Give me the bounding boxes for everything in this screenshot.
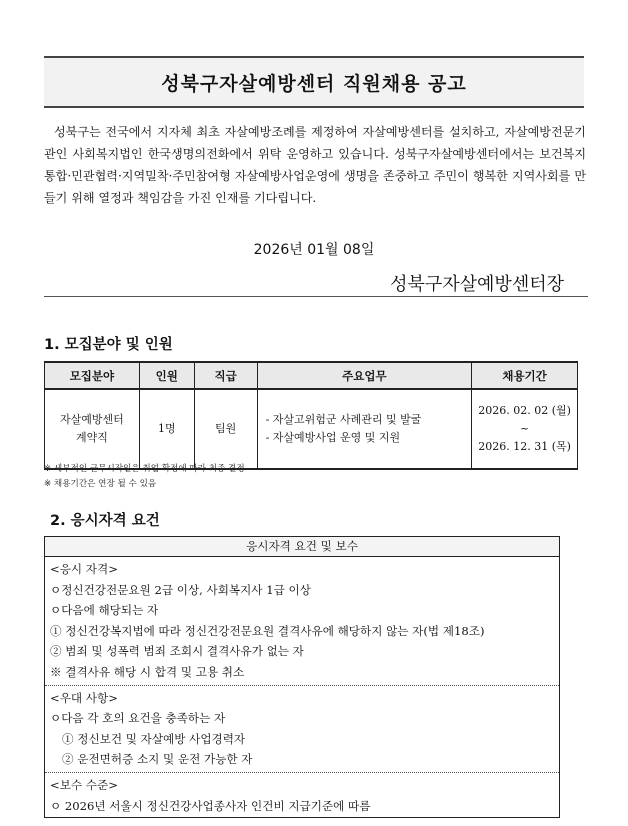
page-title: 성북구자살예방센터 직원채용 공고: [161, 72, 467, 95]
signer: 성북구자살예방센터장: [390, 274, 564, 295]
field-line: 자살예방센터: [60, 413, 124, 426]
section-heading-qualifications: 2. 응시자격 요건: [50, 513, 160, 529]
field-line: 계약직: [75, 431, 108, 444]
duties-cell: [257, 389, 472, 469]
intro-paragraph: 성북구는 전국에서 지자체 최초 자살예방조례를 제정하여 자살예방센터를 설치하고, 자살예방전문기관인 사회복지법인 한국생명의전화에서 위탁 운영하고 있습니다. 성북구자살예방센터에서는 보건복지통합·민관협력·지역밀착·주민참여형 자살예방사업운영에 생명을 존중하고 주민이 행복한 지역사회를 만들기 위해 열정과 책임감을 가진 인재를 기다립니다.: [44, 125, 586, 205]
salary-section: [45, 773, 559, 818]
column-header: 모집분야: [45, 362, 140, 389]
preference-label: <우대 사항>: [50, 690, 118, 705]
announcement-date: 2026년 01월 08일: [253, 242, 375, 258]
divider: [44, 296, 588, 297]
duty-line: - 자살예방사업 운영 및 지원: [265, 431, 401, 444]
salary-label: <보수 수준>: [50, 777, 118, 792]
preference-section: [45, 686, 559, 773]
eligibility-line: ㅇ정신건강전문요원 2급 이상, 사회복지사 1급 이상: [50, 582, 311, 597]
column-header: 인원: [139, 362, 194, 389]
table-header-row: [45, 362, 578, 389]
duty-line: - 자살고위험군 사례관리 및 발굴: [265, 413, 422, 426]
preference-line: ① 정신보건 및 자살예방 사업경력자: [62, 731, 246, 746]
rank-cell: 팀원: [194, 389, 257, 469]
eligibility-label: <응시 자격>: [50, 562, 118, 576]
note-line: ※ 채용기간은 연장 될 수 있음: [44, 479, 157, 489]
preference-line: ② 운전면허증 소지 및 운전 가능한 자: [62, 752, 253, 767]
qualification-box-title: 응시자격 요건 및 보수: [45, 537, 559, 557]
eligibility-section: [45, 557, 559, 686]
column-header: 주요업무: [257, 362, 472, 389]
period-separator: ~: [519, 422, 530, 435]
salary-line: ㅇ 2026년 서울시 정신건강사업종사자 인건비 지급기준에 따름: [50, 798, 371, 813]
section-heading-recruitment: 1. 모집분야 및 인원: [44, 337, 173, 353]
eligibility-line: ① 정신건강복지법에 따라 정신건강전문요원 결격사유에 해당하지 않는 자(법 제18조): [50, 623, 485, 638]
period-end: 2026. 12. 31 (목): [478, 440, 571, 453]
table-row: [45, 389, 578, 469]
eligibility-line: ② 범죄 및 성폭력 범죄 조회시 결격사유가 없는 자: [50, 644, 304, 659]
field-cell: [45, 389, 140, 469]
recruitment-table: [44, 361, 578, 470]
note-line: ※ 세부적인 근무시작일은 취업 확정에 따라 최종 결정: [44, 464, 245, 474]
preference-line: ㅇ다음 각 호의 요건을 충족하는 자: [50, 711, 226, 726]
eligibility-line: ※ 결격사유 해당 시 합격 및 고용 취소: [50, 664, 245, 679]
title-box: [44, 56, 584, 108]
eligibility-line: ㅇ다음에 해당되는 자: [50, 603, 159, 618]
table-notes: [44, 462, 245, 492]
column-header: 직급: [194, 362, 257, 389]
qualification-box: [44, 536, 560, 818]
period-start: 2026. 02. 02 (월): [478, 404, 571, 417]
period-cell: [472, 389, 578, 469]
count-cell: 1명: [139, 389, 194, 469]
column-header: 채용기간: [472, 362, 578, 389]
